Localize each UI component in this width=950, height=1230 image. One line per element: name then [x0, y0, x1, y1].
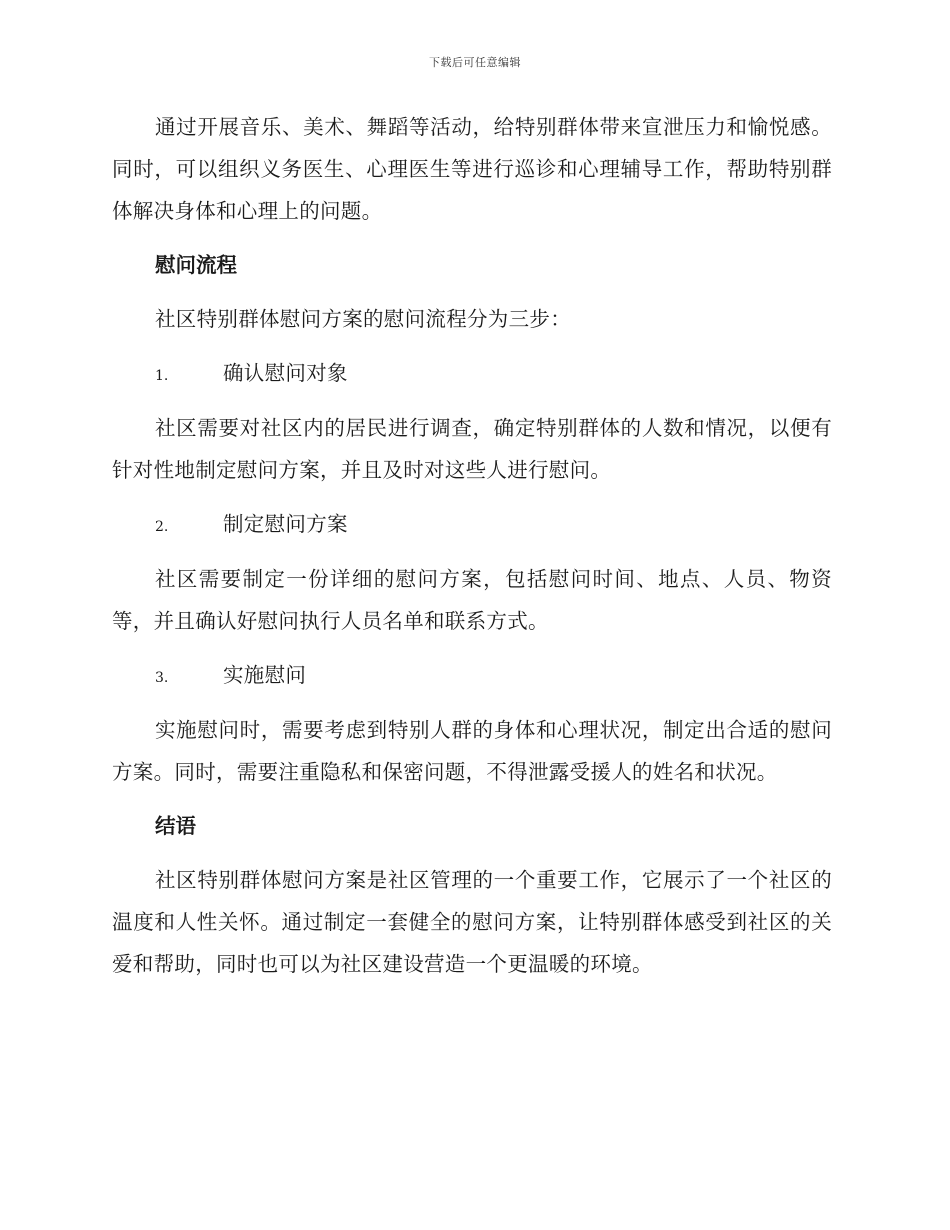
paragraph-process-intro: 社区特别群体慰问方案的慰问流程分为三步： — [155, 307, 571, 331]
step-item — [155, 503, 832, 548]
step-body: 实施慰问时，需要考虑到特别人群的身体和心理状况，制定出合适的慰问方案。同时，需要注重隐私和保密问题，不得泄露受援人的姓名和状况。 — [112, 718, 832, 784]
step-title: 制定慰问方案 — [223, 512, 348, 536]
step-item — [155, 654, 832, 699]
document-body — [112, 106, 832, 985]
step-number: 3. — [155, 670, 169, 686]
step-title: 确认慰问对象 — [223, 361, 348, 385]
step-body: 社区需要制定一份详细的慰问方案，包括慰问时间、地点、人员、物资等，并且确认好慰问执行人员名单和联系方式。 — [112, 567, 832, 633]
section-heading-conclusion: 结语 — [155, 814, 196, 838]
step-item — [155, 352, 832, 397]
paragraph-conclusion: 社区特别群体慰问方案是社区管理的一个重要工作，它展示了一个社区的温度和人性关怀。通过制定一套健全的慰问方案，让特别群体感受到社区的关爱和帮助，同时也可以为社区建设营造一个更温暖的环境。 — [112, 868, 832, 976]
step-number: 1. — [155, 368, 169, 384]
step-title: 实施慰问 — [223, 663, 307, 687]
section-heading-process: 慰问流程 — [155, 253, 237, 277]
step-number: 2. — [155, 519, 169, 535]
header-note: 下载后可任意编辑 — [429, 56, 521, 69]
step-body: 社区需要对社区内的居民进行调查，确定特别群体的人数和情况，以便有针对性地制定慰问方案，并且及时对这些人进行慰问。 — [112, 416, 832, 482]
paragraph-activities: 通过开展音乐、美术、舞蹈等活动，给特别群体带来宣泄压力和愉悦感。同时，可以组织义务医生、心理医生等进行巡诊和心理辅导工作，帮助特别群体解决身体和心理上的问题。 — [112, 115, 832, 223]
